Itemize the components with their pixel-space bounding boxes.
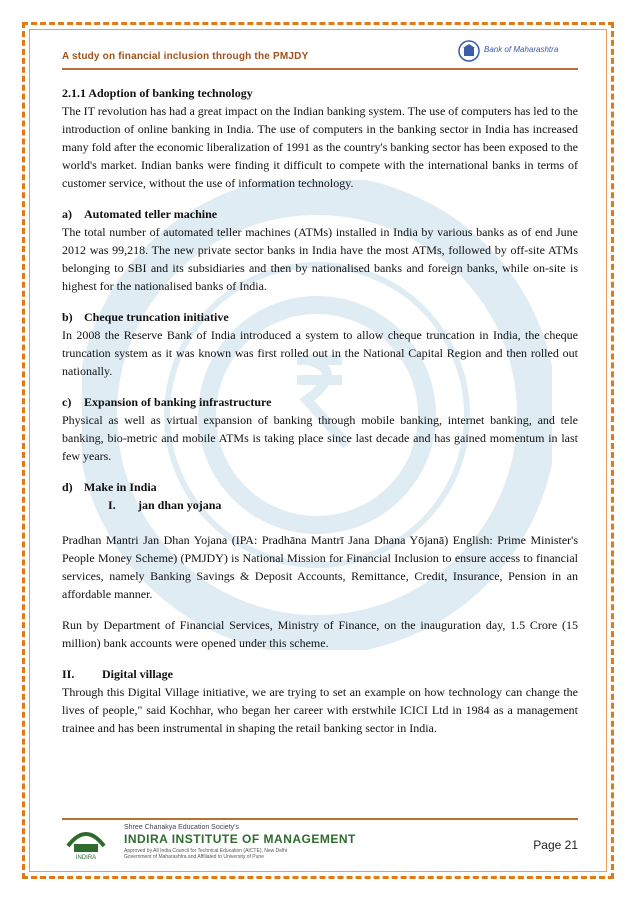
cheque-paragraph: In 2008 the Reserve Bank of India introduced a system to allow cheque truncation in India, the cheque truncation system as it was known was first rolled out in the National Capital Region and then rolled out nationally. <box>62 328 578 378</box>
section-heading: 2.1.1 Adoption of banking technology <box>62 86 253 100</box>
pmjdy-paragraph: Pradhan Mantri Jan Dhan Yojana (IPA: Pradhāna Mantrī Jana Dhana Yōjanā) English: Prime Minister's People Money Scheme) (PMJDY) is National Mission for Financial Inclusion to ensure access to financial services, namely Banking Savings & Deposit Accounts, Remittance, Credit, Insurance, Pension in an affordable manner. <box>62 533 578 601</box>
pmjdy-run-paragraph: Run by Department of Financial Services, Ministry of Finance, on the inauguration day, 1.5 Crore (15 million) bank accounts were opened under this scheme. <box>62 618 578 650</box>
item-heading-digital-village: II. Digital village <box>62 667 173 681</box>
society-name: Shree Chanakya Education Society's <box>124 824 239 831</box>
page-content <box>62 84 578 750</box>
page-number: Page 21 <box>533 838 578 852</box>
emblem-text: INDIRA <box>75 855 97 860</box>
subsection-heading-infrastructure: c) Expansion of banking infrastructure <box>62 395 272 409</box>
institute-name: INDIRA INSTITUTE OF MANAGEMENT <box>124 832 356 846</box>
bank-logo <box>450 38 578 64</box>
digital-village-paragraph: Through this Digital Village initiative, we are trying to set an example on how technology can change the lives of people," said Kochhar, who began her career with erstwhile ICICI Ltd in 1984 as a management trainee and has been instrumental in shaping the retail banking sector in India. <box>62 685 578 735</box>
bank-emblem-icon <box>458 40 480 62</box>
item-heading-jan-dhan: I. jan dhan yojana <box>108 498 222 512</box>
bank-logo-text: Bank of Maharashtra <box>484 45 559 54</box>
infrastructure-paragraph: Physical as well as virtual expansion of banking through mobile banking, internet banking, and tele banking, bio-metric and mobile ATMs is taking place since last decade and has gained momentum in last few years. <box>62 413 578 463</box>
subsection-heading-atm: a) Automated teller machine <box>62 207 218 221</box>
institute-emblem-icon <box>64 822 108 860</box>
header-title: A study on financial inclusion through the PMJDY <box>62 51 309 62</box>
atm-paragraph: The total number of automated teller machines (ATMs) installed in India by various banks as of end June 2012 was 99,218. The new private sector banks in India have the most ATMs, followed by off-site ATMs belonging to SBI and its subsidiaries and then by nationalised banks and foreign banks, while on-site is highest for the nationalised banks of India. <box>62 225 578 293</box>
subsection-heading-cheque: b) Cheque truncation initiative <box>62 310 229 324</box>
footer-rule <box>62 818 578 820</box>
intro-paragraph: The IT revolution has had a great impact on the Indian banking system. The use of computers has led to the introduction of online banking in India. The use of computers in the banking sector in India has increased many fold after the economic liberalization of 1991 as the country's banking sector has been exposed to the world's market. Indian banks were finding it difficult to compete with the international banks in terms of customer service, without the use of information technology. <box>62 104 578 190</box>
institute-approval: Approved by All India Council for Technical Education (AICTE), New Delhi Government of Maharashtra and Affiliated to University of Pune <box>124 848 288 860</box>
header-rule <box>62 68 578 70</box>
subsection-heading-make-in-india: d) Make in India <box>62 480 157 494</box>
institute-logo <box>64 822 356 862</box>
